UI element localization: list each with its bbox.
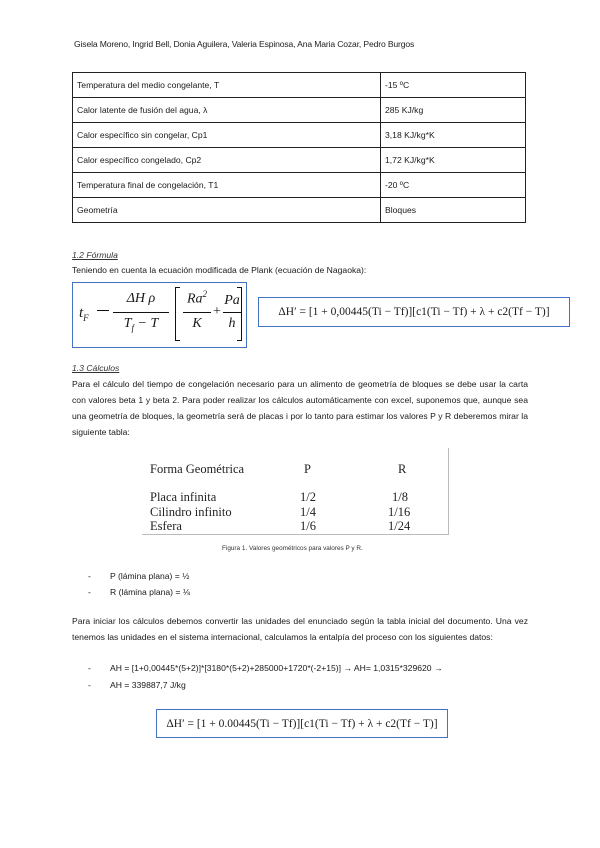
table-row [73, 98, 526, 123]
nagaoka-formula-box [72, 282, 247, 348]
table-cell-label: Geometría [73, 198, 381, 223]
formula-h: h [228, 316, 236, 331]
list-item: - P (lámina plana) = ½ [88, 571, 190, 581]
table-cell-value: -15 ºC [381, 73, 526, 98]
table-cell-label: Temperatura final de congelación, T1 [73, 173, 381, 198]
geo-cell-p: 1/2 [300, 490, 316, 504]
geo-header-p: P [304, 462, 311, 476]
table-cell-label: Temperatura del medio congelante, T [73, 73, 381, 98]
formula-pa: Pa [224, 293, 240, 308]
table-cell-label: Calor específico congelado, Cp2 [73, 148, 381, 173]
formula-tf-symbol: $t_F$ [79, 305, 89, 323]
table-cell-value: 285 KJ/kg [381, 98, 526, 123]
formula-ra-squared: Ra$^2$ [186, 289, 208, 307]
formula-plus-sign: + [213, 304, 221, 319]
table-row [73, 73, 526, 98]
table-row [73, 173, 526, 198]
formula-minus-sign [97, 310, 109, 311]
formula-fraction-bar [183, 312, 211, 313]
enthalpy-formula-box-2 [156, 709, 448, 738]
geo-cell-r: 1/16 [388, 505, 411, 519]
formula-left-bracket [175, 287, 180, 341]
enthalpy-formula-box [258, 297, 570, 327]
geo-cell-p: 1/6 [300, 519, 316, 533]
figure-caption: Figura 1. Valores geométricos para valores P y R. [222, 545, 363, 552]
geo-cell-shape: Placa infinita [150, 490, 217, 504]
table-cell-value: -20 ºC [381, 173, 526, 198]
enthalpy-formula: ΔH′ = [1 + 0.00445(Ti − Tf)][c1(Ti − Tf) + λ + c2(Tf − T)] [166, 717, 438, 730]
formula-denominator: $T_f - T$ [123, 316, 159, 333]
formula-fraction-bar [113, 312, 169, 313]
section-title-formula: 1.2 Fórmula [72, 250, 118, 260]
calc-paragraph-2: Para iniciar los cálculos debemos convertir las unidades del enunciado según la tabla inicial del documento. Una vez tenemos las unidades en el sistema internacional, calculamos la entalpía del proceso con los siguientes datos: [72, 616, 528, 642]
list-item: - R (lámina plana) = ⅛ [88, 587, 191, 597]
geo-cell-p: 1/4 [300, 505, 316, 519]
geo-cell-shape: Esfera [150, 519, 182, 533]
geo-cell-r: 1/24 [388, 519, 411, 533]
section-title-calculos: 1.3 Cálculos [72, 363, 120, 373]
document-header-authors: Gisela Moreno, Ingrid Bell, Donia Aguilera, Valeria Espinosa, Ana Maria Cozar, Pedro Burgos [74, 39, 415, 49]
geo-cell-r: 1/8 [392, 490, 408, 504]
geo-header-shape: Forma Geométrica [150, 462, 245, 476]
properties-table [72, 72, 526, 223]
formula-k: K [192, 316, 202, 331]
formula-numerator: ΔH ρ [126, 291, 156, 306]
table-cell-label: Calor específico sin congelar, Cp1 [73, 123, 381, 148]
formula-right-bracket [237, 287, 242, 341]
geometry-values-table [142, 448, 449, 535]
calc-paragraph-1: Para el cálculo del tiempo de congelación necesario para un alimento de geometría de bloques se debe usar la carta con valores beta 1 y beta 2. Para poder realizar los cálculos automáticamente con excel, suponemos que, aunque sea una geometría de bloques, la geometría será de placas i por lo tanto para estimar los valores P y R deberemos mirar la siguiente tabla: [72, 379, 528, 437]
table-row [73, 198, 526, 223]
table-row [73, 148, 526, 173]
table-cell-value: 3,18 KJ/kg*K [381, 123, 526, 148]
geo-cell-shape: Cilindro infinito [150, 505, 232, 519]
formula-intro-text: Teniendo en cuenta la ecuación modificada de Plank (ecuación de Nagaoka): [72, 265, 367, 275]
table-row [73, 123, 526, 148]
table-cell-label: Calor latente de fusión del agua, λ [73, 98, 381, 123]
geo-header-r: R [398, 462, 407, 476]
enthalpy-formula: ΔH′ = [1 + 0,00445(Ti − Tf)][c1(Ti − Tf) + λ + c2(Tf − T)] [278, 306, 550, 318]
list-item: - AH = [1+0,00445*(5+2)]*[3180*(5+2)+285000+1720*(-2+15)] → AH= 1,0315*329620 → [88, 663, 443, 673]
list-item: - AH = 339887,7 J/kg [88, 680, 186, 690]
table-cell-value: Bloques [381, 198, 526, 223]
table-cell-value: 1,72 KJ/kg*K [381, 148, 526, 173]
